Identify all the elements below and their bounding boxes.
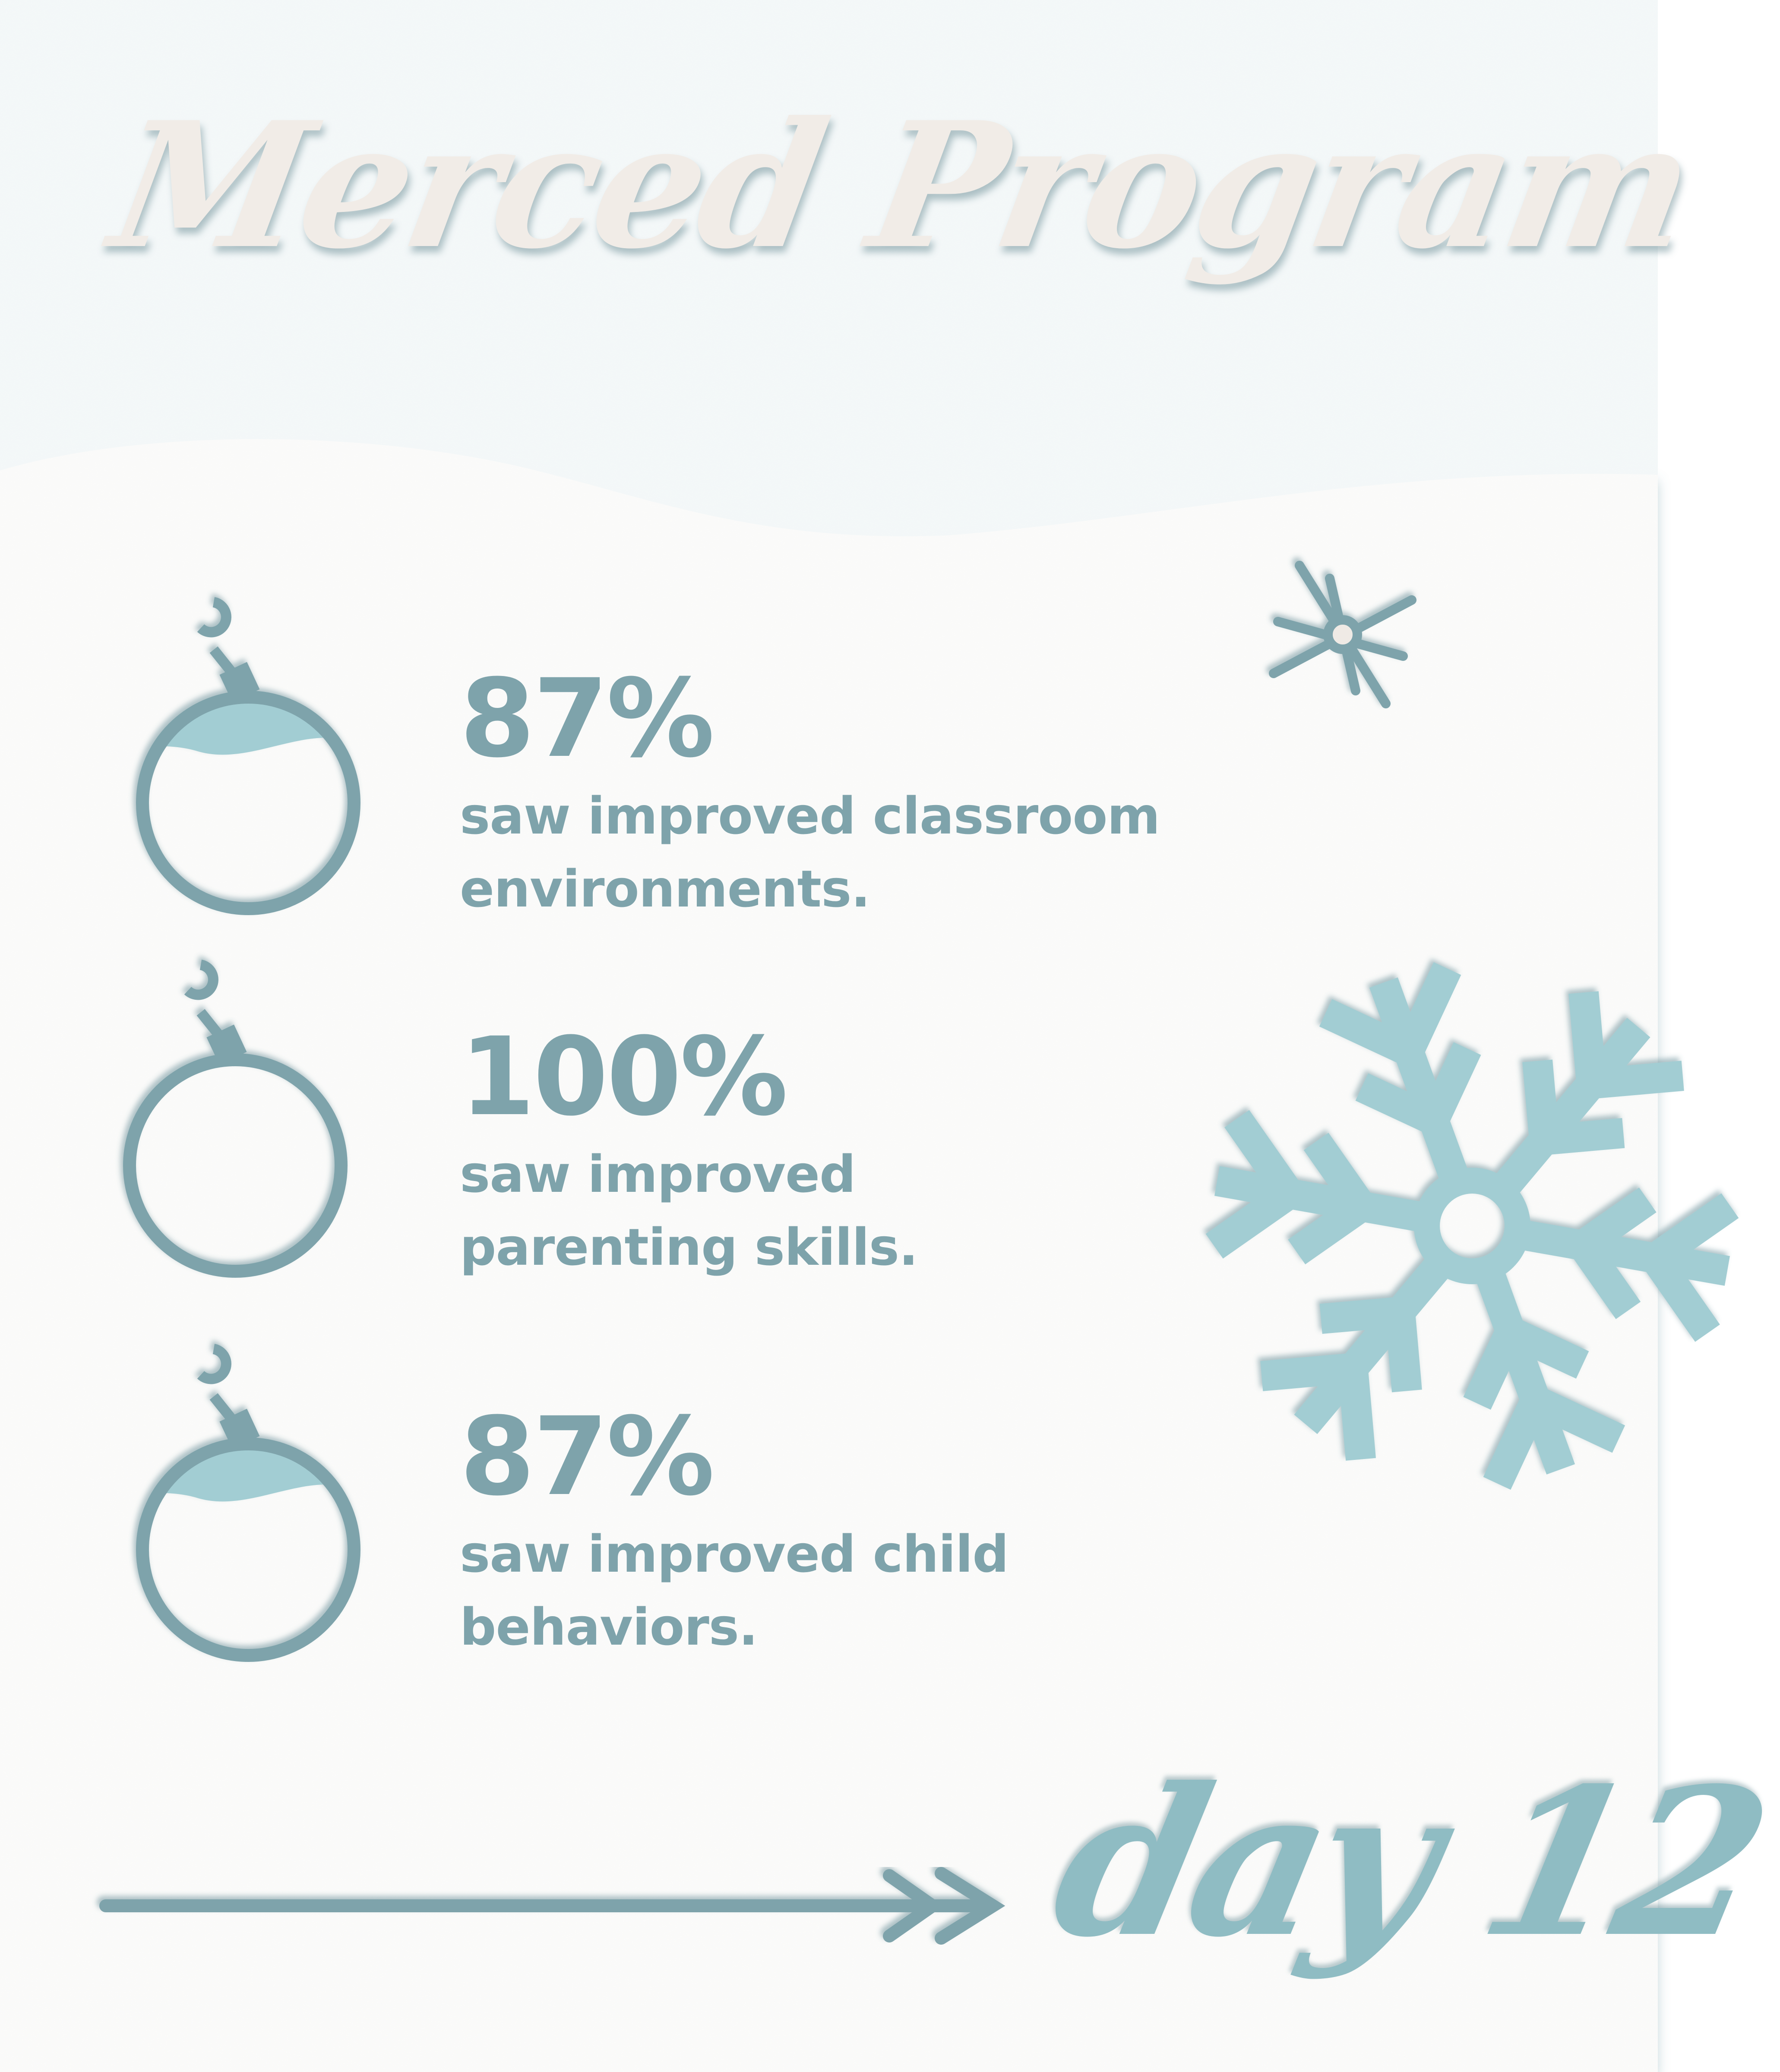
day-label: day 12 xyxy=(1040,1761,1645,1964)
stat-caption-line2: behaviors. xyxy=(460,1589,1009,1665)
stat-value: 87% xyxy=(460,665,1160,773)
stat-caption-line1: saw improved classroom xyxy=(460,778,1160,854)
stat-value: 100% xyxy=(460,1023,918,1131)
stat-caption-line2: parenting skills. xyxy=(460,1209,918,1286)
stat-value: 87% xyxy=(460,1403,1009,1511)
stat-caption-line1: saw improved child xyxy=(460,1516,1009,1592)
stat-caption-line2: environments. xyxy=(460,851,1160,927)
page-title: Merced Program xyxy=(101,99,1600,272)
stat-caption-line1: saw improved xyxy=(460,1136,918,1213)
